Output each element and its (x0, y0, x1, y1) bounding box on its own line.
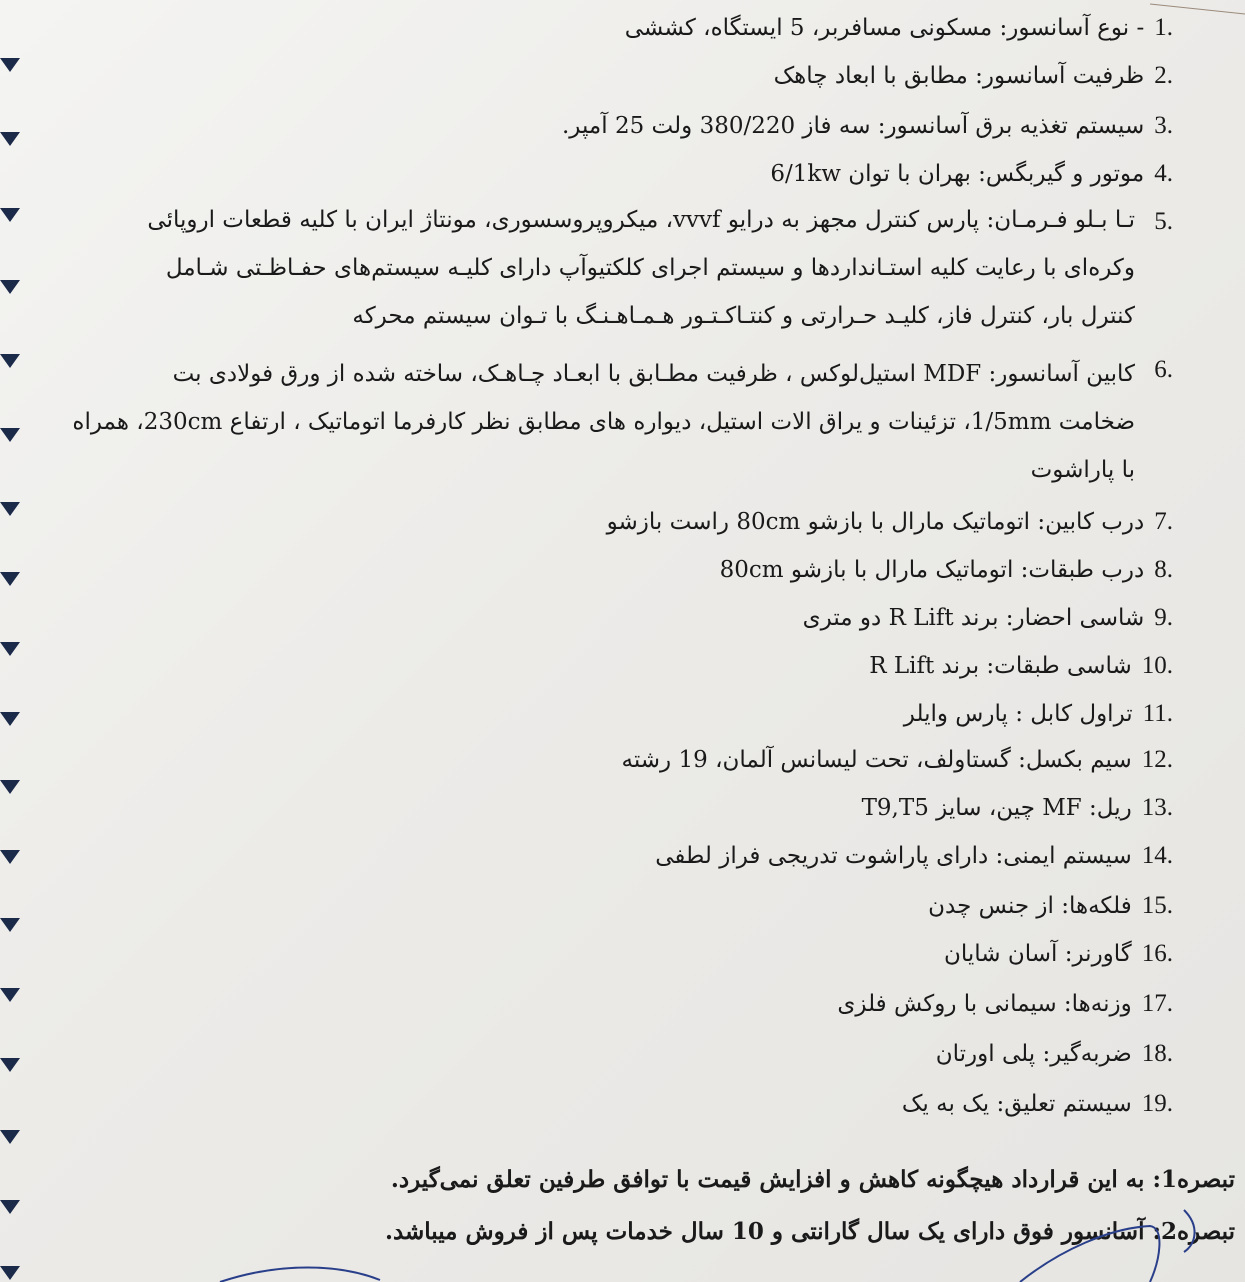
item-number: 9. (1154, 604, 1173, 631)
item-number: 11. (1142, 700, 1173, 727)
marker-triangle (0, 1200, 20, 1214)
item-text: ضربه‌گیر: پلی اورتان (935, 1041, 1132, 1067)
item-number: 5. (1154, 208, 1173, 235)
item-number: 18. (1141, 1040, 1173, 1067)
item-text: درب طبقات: اتوماتیک مارال با بازشو 80cm (719, 557, 1145, 583)
item-text: ریل: MF چین، سایز T9,T5 (861, 795, 1132, 821)
spec-item (562, 112, 1173, 140)
spec-item (904, 700, 1173, 728)
spec-item (655, 842, 1173, 870)
spec-item (862, 794, 1173, 822)
item-text: درب کابین: اتوماتیک مارال با بازشو 80cm راست بازشو (606, 509, 1145, 535)
item-text-line: با پاراشوت (1030, 457, 1135, 483)
spec-item (720, 556, 1173, 584)
spec-item (625, 14, 1173, 42)
spec-item (607, 508, 1173, 536)
marker-triangle (0, 280, 20, 294)
item-text: - نوع آسانسور: مسکونی مسافربر، 5 ایستگاه، کششی (624, 15, 1145, 41)
marker-triangle (0, 918, 20, 932)
marker-triangle (0, 780, 20, 794)
spec-item (837, 990, 1173, 1018)
item-text-line: تـا بـلو فـرمـان: پارس کنترل مجهز به درایو vvvf، میکروپروسسوری، مونتاژ ایران با کلیه قطعات اروپائی (147, 207, 1135, 233)
marker-triangle (0, 502, 20, 516)
item-number: 6. (1154, 356, 1173, 383)
item-number: 4. (1154, 160, 1173, 187)
spec-item (770, 160, 1173, 188)
item-number: 13. (1141, 794, 1173, 821)
item-number: 7. (1154, 508, 1173, 535)
item-text: شاسی احضار: برند R Lift دو متری (802, 605, 1145, 631)
item-5-number (1144, 208, 1173, 236)
spec-item (944, 940, 1173, 968)
spec-item (869, 652, 1173, 680)
item-text: سیستم ایمنی: دارای پاراشوت تدریجی فراز لطفی (655, 843, 1132, 869)
item-number: 12. (1141, 746, 1173, 773)
spec-item (936, 1040, 1173, 1068)
item-text: شاسی طبقات: برند R Lift (869, 653, 1132, 679)
item-text: فلکه‌ها: از جنس چدن (928, 893, 1132, 919)
item-number: 15. (1141, 892, 1173, 919)
item-text: سیستم تعلیق: یک به یک (901, 1091, 1132, 1117)
item-text-line: کابین آسانسور: MDF استیل‌لوکس ، ظرفیت مطـابق با ابعـاد چـاهـک، ساخته شده از ورق فولادی بت (172, 361, 1135, 387)
item-number: 17. (1141, 990, 1173, 1017)
spec-item-cabin (45, 350, 1135, 494)
item-text: ظرفیت آسانسور: مطابق با ابعاد چاهک (773, 63, 1145, 89)
spec-item (928, 892, 1173, 920)
marker-triangle (0, 642, 20, 656)
item-text: موتور و گیربگس: بهران با توان 6/1kw (770, 161, 1145, 187)
marker-triangle (0, 712, 20, 726)
item-number: 19. (1141, 1090, 1173, 1117)
marker-triangle (0, 572, 20, 586)
item-number: 14. (1141, 842, 1173, 869)
marker-triangle (0, 428, 20, 442)
marker-triangle (0, 132, 20, 146)
spec-item (622, 746, 1173, 774)
item-number: 2. (1154, 62, 1173, 89)
item-text: وزنه‌ها: سیمانی با روکش فلزی (837, 991, 1132, 1017)
item-number: 10. (1141, 652, 1173, 679)
item-number: 8. (1154, 556, 1173, 583)
signature-curve (220, 1268, 380, 1282)
item-number: 1. (1154, 14, 1173, 41)
item-6-number (1144, 356, 1173, 384)
marker-triangle (0, 58, 20, 72)
item-text: تراول کابل : پارس وایلر (903, 701, 1133, 727)
binder-markers (0, 0, 30, 1282)
marker-triangle (0, 354, 20, 368)
marker-triangle (0, 1266, 20, 1280)
paper-edge-line (1150, 4, 1245, 14)
spec-item (774, 62, 1173, 90)
spec-item-control-panel (45, 196, 1135, 340)
item-text: گاورنر: آسان شایان (943, 941, 1132, 967)
item-number: 3. (1154, 112, 1173, 139)
marker-triangle (0, 850, 20, 864)
item-text-line: کنترل بار، کنترل فاز، کلیـد حـرارتی و کنتـاکـتـور هـمـاهـنـگ با تـوان سیستم محرکه (352, 303, 1135, 329)
note-2: تبصره2: آسانسور فوق دارای یک سال گارانتی و 10 سال خدمات پس از فروش میباشد. (384, 1218, 1235, 1245)
marker-triangle (0, 1058, 20, 1072)
item-number: 16. (1141, 940, 1173, 967)
item-text-line: ضخامت 1/5mm، تزئینات و یراق الات استیل، دیواره های مطابق نظر کارفرما اتوماتیک ، ارتفاع 230cm، همراه (72, 409, 1135, 435)
marker-triangle (0, 988, 20, 1002)
spec-item (902, 1090, 1173, 1118)
item-text: سیم بکسل: گستاولف، تحت لیسانس آلمان، 19 رشته (621, 747, 1132, 773)
item-text-line: وکره‌ای با رعایت کلیه استـانداردها و سیستم اجرای کلکتیوآپ دارای کلیـه سیستم‌های حفـاظـتی شـامل (165, 255, 1135, 281)
spec-item (803, 604, 1173, 632)
item-text: سیستم تغذیه برق آسانسور: سه فاز 380/220 ولت 25 آمپر. (561, 113, 1145, 139)
marker-triangle (0, 1130, 20, 1144)
marker-triangle (0, 208, 20, 222)
note-1: تبصره1: به این قرارداد هیچگونه کاهش و افزایش قیمت با توافق طرفین تعلق نمی‌گیرد. (390, 1166, 1235, 1193)
